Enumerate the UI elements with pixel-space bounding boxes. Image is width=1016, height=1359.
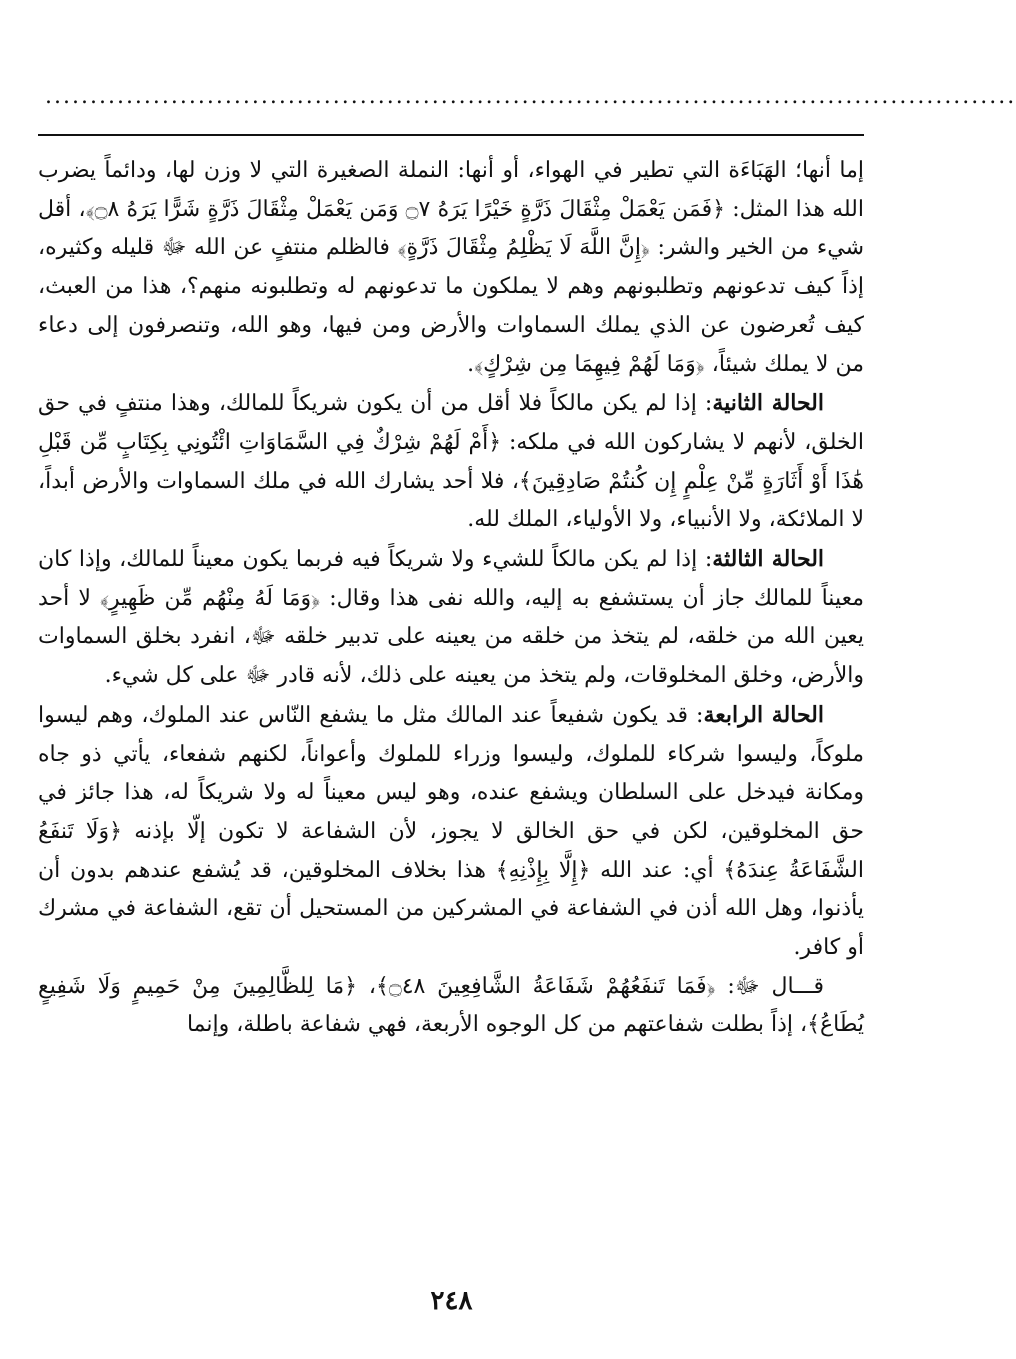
body-text-run: ، إذاً بطلت شفاعتهم من كل الوجوه الأربعة، فهي شفاعة باطلة، وإنما: [186, 1012, 808, 1038]
quran-verse: ﴿فَمَا تَنفَعُهُمْ شَفَاعَةُ الشَّافِعِينَ ۝٤٨﴾: [375, 973, 716, 999]
quran-verse: ﴿مَا لِلظَّالِمِينَ مِنْ حَمِيمٍ وَلَا شَفِيعٍ يُطَاعُ﴾: [38, 973, 864, 1038]
body-text-run: إما أنها؛ الهَبَاءَة التي تطير في الهواء، أو أنها: النملة الصغيرة التي لا وزن لها، ودائماً يضرب الله هذا المثل:: [38, 158, 864, 222]
quran-verse: ﴿إِنَّ اللَّهَ لَا يَظْلِمُ مِثْقَالَ ذَرَّةٍ﴾: [397, 235, 650, 261]
paragraph: [38, 540, 864, 696]
paragraph: [38, 384, 864, 540]
body-text-run: : إذا لم يكن مالكاً فلا أقل من أن يكون شريكاً للمالك، وهذا منتفٍ في حق الخلق، لأنهم لا يشاركون الله في ملكه:: [38, 391, 865, 455]
body-text-run: ،: [357, 973, 376, 999]
paragraph: [38, 152, 864, 384]
section-label: الحالة الرابعة: [703, 701, 824, 728]
page-number: ٢٤٨: [430, 1286, 473, 1316]
body-text-run: ، فلا أحد يشارك الله في ملك السماوات والأرض أبداً، لا الملائكة، ولا الأنبياء، ولا الأولياء، الملك لله.: [38, 468, 864, 533]
quran-verse: ﴿إِلَّا بِإِذْنِهِ﴾: [495, 857, 591, 883]
body-text-run: قـــال ﷻ:: [715, 973, 824, 999]
body-text-run: فالظلم منتفٍ عن الله ﷻ قليله وكثيره، إذاً كيف تدعونهم وتطلبونهم وهم لا يملكون ما تدعونهم له وتطلبونه منهم؟، هذا من العبث، كيف تُعرضون عن الذي يملك السماوات والأرض ومن فيها، وهو الله، وتنصرفون إلى دعاء من لا يملك شيئاً،: [38, 235, 864, 377]
quran-verse: ﴿فَمَن يَعْمَلْ مِثْقَالَ ذَرَّةٍ خَيْرًا يَرَهُ ۝٧ وَمَن يَعْمَلْ مِثْقَالَ ذَرَّةٍ شَرًّا يَرَهُ ۝٨﴾: [85, 196, 725, 222]
body-text-run: ، أقل شيء من الخير والشر:: [38, 196, 865, 261]
quran-verse: ﴿وَمَا لَهُمْ فِيهِمَا مِن شِرْكٍ﴾: [474, 351, 705, 377]
header-rule: [38, 134, 864, 136]
quran-verse: ﴿أَمْ لَهُمْ شِرْكٌ فِي السَّمَاوَاتِ ائْتُونِي بِكِتَابٍ مِّن قَبْلِ هَٰذَا أَوْ أَثَارَةٍ مِّنْ عِلْمٍ إِن كُنتُمْ صَادِقِينَ﴾: [38, 429, 864, 494]
body-text-run: أي: عند الله: [590, 857, 724, 883]
body-text-run: هذا بخلاف المخلوقين، قد يُشفع عندهم بدون أن يأذنوا، وهل الله أذن في الشفاعة في المشركين من المستحيل أن تقع، الشفاعة في مشرك أو كافر.: [38, 857, 864, 961]
quran-verse: ﴿وَمَا لَهُ مِنْهُم مِّن ظَهِيرٍ﴾: [99, 585, 321, 611]
body-text-run: : قد يكون شفيعاً عند المالك مثل ما يشفع النّاس عند الملوك، وهم ليسوا ملوكاً، وليسوا شركاء للملوك، وليسوا وزراء للملوك وأعواناً، لكنهم شفعاء، يأتي ذو جاه ومكانة فيدخل على السلطان ويشفع عنده، وهو ليس معيناً له ولا شريكاً له، هذا جائز في حق المخلوقين، لكن في حق الخالق لا يجوز، لأن الشفاعة لا تكون إلّا بإذنه: [38, 702, 865, 844]
header-dotted-line: ............................................................................................................: [45, 84, 1016, 109]
body-text: [38, 152, 864, 1045]
body-text-run: لا أحد يعين الله من خلقه، لم يتخذ من خلقه من يعينه على تدبير خلقه ﷻ، انفرد بخلق السماوات والأرض، وخلق المخلوقات، ولم يتخذ من يعينه على ذلك، لأنه قادر ﷻ على كل شيء.: [38, 585, 864, 689]
body-text-run: .: [467, 351, 475, 377]
section-label: الحالة الثالثة: [712, 546, 825, 573]
quran-verse: ﴿وَلَا تَنفَعُ الشَّفَاعَةُ عِندَهُ﴾: [38, 818, 864, 883]
paragraph: [38, 696, 864, 968]
body-text-run: : إذا لم يكن مالكاً للشيء ولا شريكاً فيه فربما يكون معيناً للمالك، وإذا كان معيناً للمالك جاز أن يستشفع به إليه، والله نفى هذا وقال:: [38, 547, 864, 611]
paragraph: [38, 968, 864, 1045]
section-label: الحالة الثانية: [712, 390, 825, 417]
